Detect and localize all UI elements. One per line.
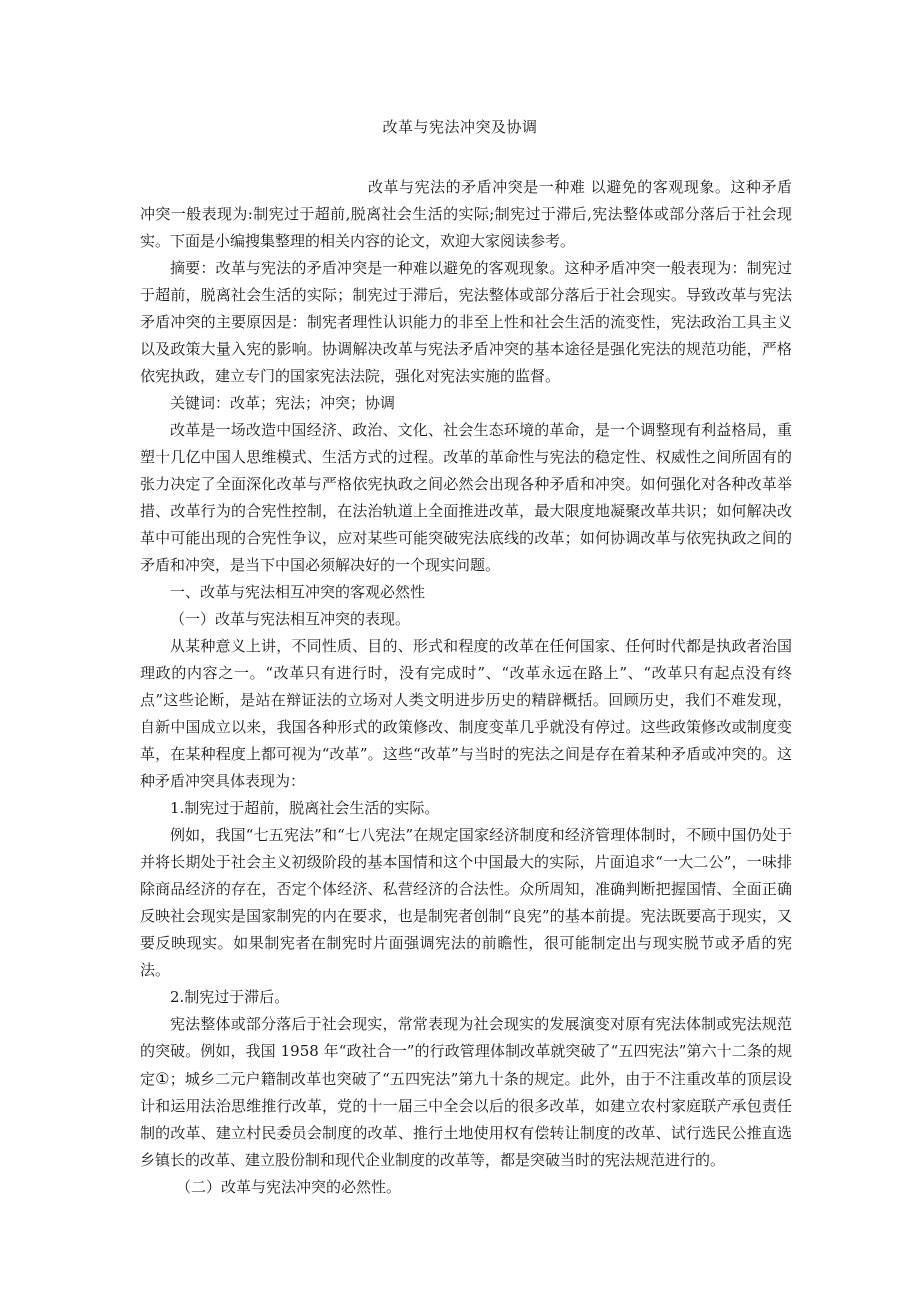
footnote-marker[interactable]: ① <box>155 1069 170 1088</box>
item-heading-1: 1.制宪过于超前，脱离社会生活的实际。 <box>170 799 440 817</box>
keywords-line: 关键词：改革；宪法；冲突；协调 <box>170 394 396 412</box>
item-heading-2: 2.制宪过于滞后。 <box>170 988 290 1006</box>
paragraph-4 <box>140 1011 792 1174</box>
intro-paragraph: 改革与宪法的矛盾冲突是一种难 以避免的客观现象。这种矛盾冲突一般表现为:制宪过于超前,脱离社会生活的实际;制宪过于滞后,宪法整体或部分落后于社会现实。下面是小编搜集整理的相关内容的论文，欢迎大家阅读参考。 <box>140 178 792 250</box>
section-heading-1: 一、改革与宪法相互冲突的客观必然性 <box>170 583 426 601</box>
document-body <box>140 174 792 1201</box>
paragraph-4-part-a: 宪法整体或部分落后于社会现实，常常表现为社会现实的发展演变对原有宪法体制或宪法规范的突破。例如，我国 1958 年“政社合一”的行政管理体制改革就突破了“五四宪法”第六十二条的规定 <box>140 1015 792 1088</box>
paragraph-4-part-b: ；城乡二元户籍制改革也突破了“五四宪法”第九十条的规定。此外，由于不注重改革的顶层设计和运用法治思维推行改革，党的十一届三中全会以后的很多改革，如建立农村家庭联产承包责任制的改革、建立村民委员会制度的改革、推行土地使用权有偿转让制度的改革、试行选民公推直选乡镇长的改革、建立股份制和现代企业制度的改革等，都是突破当时的宪法规范进行的。 <box>140 1070 792 1169</box>
paragraph-2: 从某种意义上讲，不同性质、目的、形式和程度的改革在任何国家、任何时代都是执政者治国理政的内容之一。“改革只有进行时，没有完成时”、“改革永远在路上”、“改革只有起点没有终点”这些论断，是站在辩证法的立场对人类文明进步历史的精辟概括。回顾历史，我们不难发现，自新中国成立以来，我国各种形式的政策修改、制度变革几乎就没有停过。这些政策修改或制度变革，在某种程度上都可视为“改革”。这些“改革”与当时的宪法之间是存在着某种矛盾或冲突的。这种矛盾冲突具体表现为： <box>140 637 792 790</box>
abstract-paragraph: 摘要：改革与宪法的矛盾冲突是一种难以避免的客观现象。这种矛盾冲突一般表现为：制宪过于超前，脱离社会生活的实际；制宪过于滞后，宪法整体或部分落后于社会现实。导致改革与宪法矛盾冲突的主要原因是：制宪者理性认识能力的非至上性和社会生活的流变性，宪法政治工具主义以及政策大量入宪的影响。协调解决改革与宪法矛盾冲突的基本途径是强化宪法的规范功能，严格依宪执政，建立专门的国家宪法法院，强化对宪法实施的监督。 <box>140 259 792 385</box>
paragraph-3: 例如，我国“七五宪法”和“七八宪法”在规定国家经济制度和经济管理体制时，不顾中国仍处于并将长期处于社会主义初级阶段的基本国情和这个中国最大的实际，片面追求“一大二公”，一味排除商品经济的存在，否定个体经济、私营经济的合法性。众所周知，准确判断把握国情、全面正确反映社会现实是国家制宪的内在要求，也是制宪者创制“良宪”的基本前提。宪法既要高于现实，又要反映现实。如果制宪者在制宪时片面强调宪法的前瞻性，很可能制定出与现实脱节或矛盾的宪法。 <box>140 826 792 979</box>
subsection-heading-1: （一）改革与宪法相互冲突的表现。 <box>170 610 411 628</box>
page-title: 改革与宪法冲突及协调 <box>382 118 538 136</box>
paragraph-1: 改革是一场改造中国经济、政治、文化、社会生态环境的革命，是一个调整现有利益格局，重塑十几亿中国人思维模式、生活方式的过程。改革的革命性与宪法的稳定性、权威性之间所固有的张力决定了全面深化改革与严格依宪执政之间必然会出现各种矛盾和冲突。如何强化对各种改革举措、改革行为的合宪性控制，在法治轨道上全面推进改革，最大限度地凝聚改革共识；如何解决改革中可能出现的合宪性争议，应对某些可能突破宪法底线的改革；如何协调改革与依宪执政之间的矛盾和冲突，是当下中国必须解决好的一个现实问题。 <box>140 421 792 574</box>
subsection-heading-2: （二）改革与宪法冲突的必然性。 <box>176 1178 402 1196</box>
